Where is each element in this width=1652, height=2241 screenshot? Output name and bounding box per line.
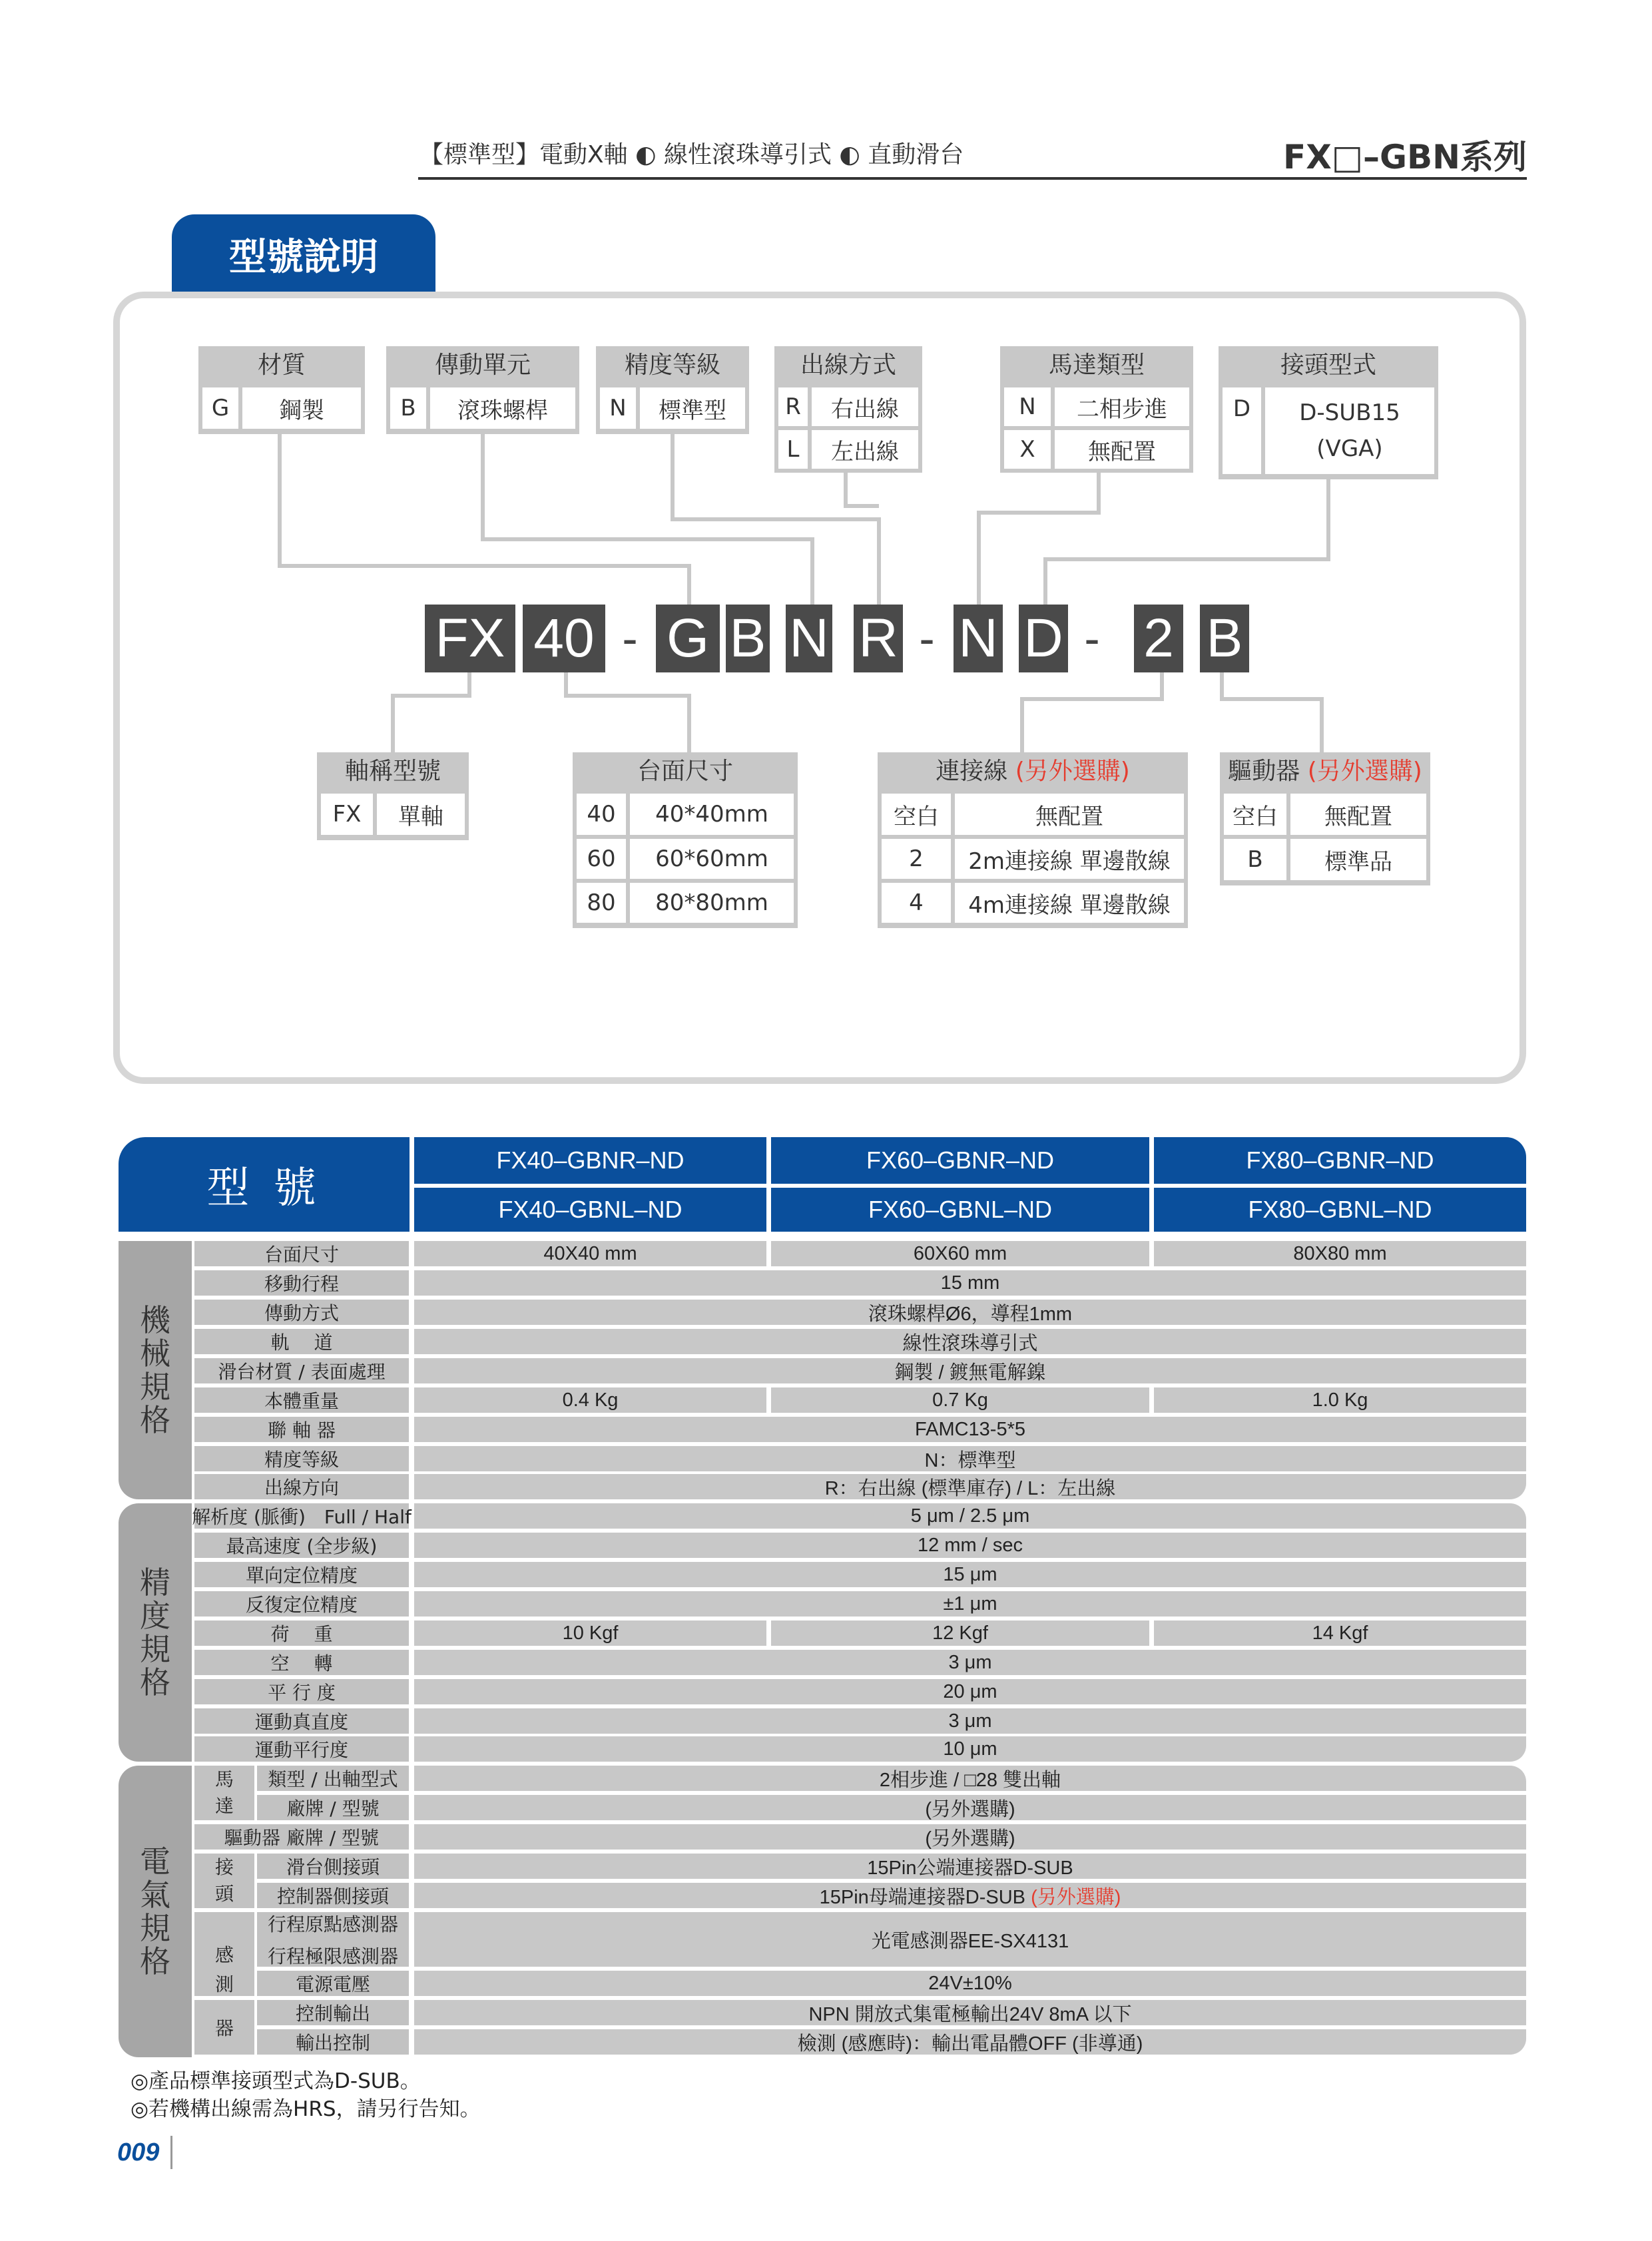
box-table-size <box>573 752 798 928</box>
row-value: (另外選購) <box>414 1795 1526 1820</box>
row-value: 15Pin公端連接器D-SUB <box>414 1854 1526 1879</box>
row-value: 12 mm / sec <box>414 1533 1526 1558</box>
code-cell: R <box>778 387 812 426</box>
row-label: 滑台材質 / 表面處理 <box>194 1358 409 1383</box>
box-cable <box>878 752 1188 928</box>
box-material <box>198 346 365 434</box>
code-cell: FX <box>321 794 377 835</box>
row-label: 精度等級 <box>194 1446 409 1471</box>
note: ◎若機構出線需為HRS，請另行告知。 <box>131 2097 481 2121</box>
sub-group-motor: 馬 達 <box>194 1766 254 1820</box>
group-electrical-label: 電氣規格 <box>140 1844 170 1979</box>
code-connector: D <box>1019 605 1068 672</box>
row-value: 24V±10% <box>414 1971 1526 1996</box>
row-label: 輸出控制 <box>257 2029 409 2055</box>
code-cell: 空白 <box>1224 794 1290 835</box>
desc-cell: 80*80mm <box>655 889 768 916</box>
row-label-line-1: 行程原點感測器 <box>267 1913 398 1935</box>
box-driver-row <box>1224 839 1426 880</box>
box-driver-title <box>1220 752 1430 791</box>
row-value: (另外選購) <box>414 1824 1526 1850</box>
row-label: 聯 軸 器 <box>194 1417 409 1442</box>
box-driver <box>1220 752 1430 885</box>
model-header: FX60–GBNL–ND <box>771 1188 1149 1232</box>
code-driver: B <box>1200 605 1249 672</box>
code-cell: 60 <box>577 839 630 879</box>
row-label: 控制輸出 <box>257 2000 409 2025</box>
desc-cell: 鋼製 <box>279 397 324 424</box>
row-label: 本體重量 <box>194 1387 409 1413</box>
code-cell: N <box>600 387 640 429</box>
row-value: R：右出線 (標準庫存) / L：左出線 <box>414 1474 1526 1499</box>
row-value: 鋼製 / 鍍無電解鎳 <box>414 1358 1526 1383</box>
row-label: 平 行 度 <box>194 1679 409 1704</box>
desc-cell: 標準品 <box>1324 848 1392 875</box>
box-table-size-title: 台面尺寸 <box>637 758 733 785</box>
row-label: 電源電壓 <box>257 1971 409 1996</box>
row-label: 運動平行度 <box>194 1736 409 1762</box>
model-header: FX40–GBNL–ND <box>414 1188 766 1232</box>
row-label: 空 轉 <box>194 1650 409 1675</box>
row-label: 荷 重 <box>194 1620 409 1646</box>
desc-cell: 單軸 <box>398 803 443 830</box>
row-value: 線性滾珠導引式 <box>414 1329 1526 1354</box>
box-motor-row <box>1004 387 1189 426</box>
box-motor-row <box>1004 430 1189 469</box>
desc-cell: 2m連接線 單邊散線 <box>968 848 1171 875</box>
box-axis-title: 軸稱型號 <box>344 758 441 785</box>
row-value <box>414 1883 1526 1908</box>
box-axis <box>317 752 469 840</box>
row-label <box>257 1912 409 1967</box>
box-cable-exit <box>774 346 922 473</box>
page-number-divider <box>170 2136 172 2169</box>
box-table-size-row <box>577 794 794 835</box>
box-drive-title: 傳動單元 <box>434 352 531 379</box>
code-motor: N <box>954 605 1003 672</box>
code-precision: N <box>786 605 832 672</box>
desc-cell: 60*60mm <box>655 846 768 872</box>
desc-cell: 二相步進 <box>1077 395 1167 423</box>
row-label: 驅動器 廠牌 / 型號 <box>194 1824 409 1850</box>
code-dash: - <box>919 613 935 664</box>
row-value: 14 Kgf <box>1154 1620 1526 1646</box>
row-value: 0.7 Kg <box>771 1387 1149 1413</box>
sub-group-sensor-3: 器 <box>194 2000 254 2055</box>
row-label: 傳動方式 <box>194 1300 409 1325</box>
group-mechanical-label: 機械規格 <box>140 1302 170 1438</box>
series-title: FX□–GBN系列 <box>1283 138 1527 176</box>
box-connector <box>1219 346 1438 479</box>
desc-line-2: (VGA) <box>1316 435 1383 462</box>
desc-cell: 無配置 <box>1035 803 1103 830</box>
box-connector-title: 接頭型式 <box>1280 352 1376 379</box>
box-table-size-row <box>577 839 794 879</box>
optional-purchase-note: (另外選購) <box>1031 1886 1121 1908</box>
group-mechanical <box>119 1241 192 1499</box>
box-precision-title: 精度等級 <box>624 352 720 379</box>
row-label: 類型 / 出軸型式 <box>257 1766 409 1791</box>
optional-purchase-note: (另外選購) <box>1307 758 1422 785</box>
desc-cell <box>1265 387 1434 474</box>
group-precision <box>119 1503 192 1762</box>
row-value: 12 Kgf <box>771 1620 1149 1646</box>
code-drive: B <box>726 605 770 672</box>
model-header: FX60–GBNR–ND <box>771 1137 1149 1184</box>
row-value: 光電感測器EE-SX4131 <box>414 1912 1526 1967</box>
row-label: 軌 道 <box>194 1329 409 1354</box>
sub-group-connector: 接 頭 <box>194 1854 254 1908</box>
code-cell: B <box>390 387 430 429</box>
page-number: 009 <box>117 2138 160 2166</box>
row-value: 0.4 Kg <box>414 1387 766 1413</box>
desc-cell: 滾珠螺桿 <box>457 397 548 424</box>
box-cable-title-text: 連接線 <box>936 758 1008 785</box>
box-cable-row <box>882 839 1184 879</box>
sub-group-sensor-1: 感 <box>194 1912 254 1996</box>
code-material: G <box>656 605 720 672</box>
code-dash: - <box>1084 613 1100 664</box>
row-value: NPN 開放式集電極輸出24V 8mA 以下 <box>414 2000 1526 2025</box>
box-drive <box>386 346 579 434</box>
row-value: 5 μm / 2.5 μm <box>414 1503 1526 1529</box>
row-label: 單向定位精度 <box>194 1562 409 1587</box>
row-value: 10 μm <box>414 1736 1526 1762</box>
row-value: ±1 μm <box>414 1591 1526 1617</box>
code-dash: - <box>622 613 638 664</box>
code-cell: N <box>1004 387 1055 426</box>
desc-cell: 右出線 <box>831 395 899 423</box>
row-label: 最高速度 (全步級) <box>194 1533 409 1558</box>
box-cable-title <box>878 752 1188 791</box>
code-cell: D <box>1223 387 1265 474</box>
desc-line-1: D-SUB15 <box>1299 399 1400 426</box>
section-tab-model-explanation: 型號說明 <box>172 214 435 294</box>
code-cell: 空白 <box>882 794 955 835</box>
box-cable-exit-title: 出線方式 <box>800 352 896 379</box>
row-label-line-2: 行程極限感測器 <box>267 1945 398 1967</box>
desc-cell: 標準型 <box>659 397 726 424</box>
box-cable-row <box>882 883 1184 923</box>
row-value: 20 μm <box>414 1679 1526 1704</box>
row-value: 15 mm <box>414 1270 1526 1296</box>
row-label: 出線方向 <box>194 1474 409 1499</box>
box-axis-row <box>321 794 465 835</box>
box-material-title: 材質 <box>257 352 306 379</box>
row-label: 運動真直度 <box>194 1708 409 1734</box>
box-motor-title: 馬達類型 <box>1048 352 1145 379</box>
model-header: FX80–GBNL–ND <box>1154 1188 1526 1232</box>
box-cable-exit-row <box>778 430 918 469</box>
sub-group-sensor-2: 測 <box>194 1971 254 1996</box>
box-motor <box>1000 346 1193 473</box>
box-material-row <box>202 387 361 429</box>
code-cell: 2 <box>882 839 955 879</box>
spec-table-title: 型 號 <box>119 1137 410 1232</box>
row-value: 1.0 Kg <box>1154 1387 1526 1413</box>
model-header: FX40–GBNR–ND <box>414 1137 766 1184</box>
row-value: 80X80 mm <box>1154 1241 1526 1266</box>
code-cell: B <box>1224 839 1290 880</box>
desc-cell: 40*40mm <box>655 801 768 828</box>
row-value: 3 μm <box>414 1650 1526 1675</box>
row-value: 60X60 mm <box>771 1241 1149 1266</box>
row-value: 檢測 (感應時)：輸出電晶體OFF (非導通) <box>414 2029 1526 2055</box>
box-cable-row <box>882 794 1184 835</box>
code-axis: FX <box>425 605 515 672</box>
code-cell: L <box>778 430 812 469</box>
code-exit: R <box>854 605 903 672</box>
desc-cell: 4m連接線 單邊散線 <box>968 891 1171 919</box>
row-label: 移動行程 <box>194 1270 409 1296</box>
group-electrical <box>119 1766 192 2057</box>
code-cell: G <box>202 387 242 429</box>
box-table-size-row <box>577 883 794 923</box>
note: ◎產品標準接頭型式為D-SUB。 <box>131 2069 421 2093</box>
row-label: 反復定位精度 <box>194 1591 409 1617</box>
row-label: 解析度 (脈衝) Full / Half <box>194 1503 409 1529</box>
box-precision-row <box>600 387 745 429</box>
row-label: 廠牌 / 型號 <box>257 1795 409 1820</box>
model-header: FX80–GBNR–ND <box>1154 1137 1526 1184</box>
desc-cell: 無配置 <box>1088 438 1156 465</box>
box-precision <box>596 346 749 434</box>
row-value: 3 μm <box>414 1708 1526 1734</box>
row-label: 滑台側接頭 <box>257 1854 409 1879</box>
row-value: 2相步進 / □28 雙出軸 <box>414 1766 1526 1791</box>
breadcrumb: 【標準型】電動X軸 ◐ 線性滾珠導引式 ◐ 直動滑台 <box>419 141 964 168</box>
code-cell: 4 <box>882 883 955 923</box>
box-drive-row <box>390 387 575 429</box>
row-value: 15 μm <box>414 1562 1526 1587</box>
box-connector-row <box>1223 387 1434 474</box>
box-driver-row <box>1224 794 1426 835</box>
row-value: N：標準型 <box>414 1446 1526 1471</box>
code-cable: 2 <box>1134 605 1183 672</box>
desc-cell: 無配置 <box>1324 803 1392 830</box>
desc-cell: 左出線 <box>831 438 899 465</box>
code-cell: X <box>1004 430 1055 469</box>
row-value-text: 15Pin母端連接器D-SUB <box>819 1886 1025 1908</box>
code-cell: 40 <box>577 794 630 835</box>
row-value: 10 Kgf <box>414 1620 766 1646</box>
row-value: FAMC13-5*5 <box>414 1417 1526 1442</box>
row-value: 40X40 mm <box>414 1241 766 1266</box>
code-cell: 80 <box>577 883 630 923</box>
row-label: 台面尺寸 <box>194 1241 409 1266</box>
box-driver-title-text: 驅動器 <box>1228 758 1300 785</box>
code-size: 40 <box>523 605 605 672</box>
row-label: 控制器側接頭 <box>257 1883 409 1908</box>
group-precision-label: 精度規格 <box>140 1565 170 1700</box>
optional-purchase-note: (另外選購) <box>1015 758 1130 785</box>
row-value: 滾珠螺桿Ø6，導程1mm <box>414 1300 1526 1325</box>
box-cable-exit-row <box>778 387 918 426</box>
